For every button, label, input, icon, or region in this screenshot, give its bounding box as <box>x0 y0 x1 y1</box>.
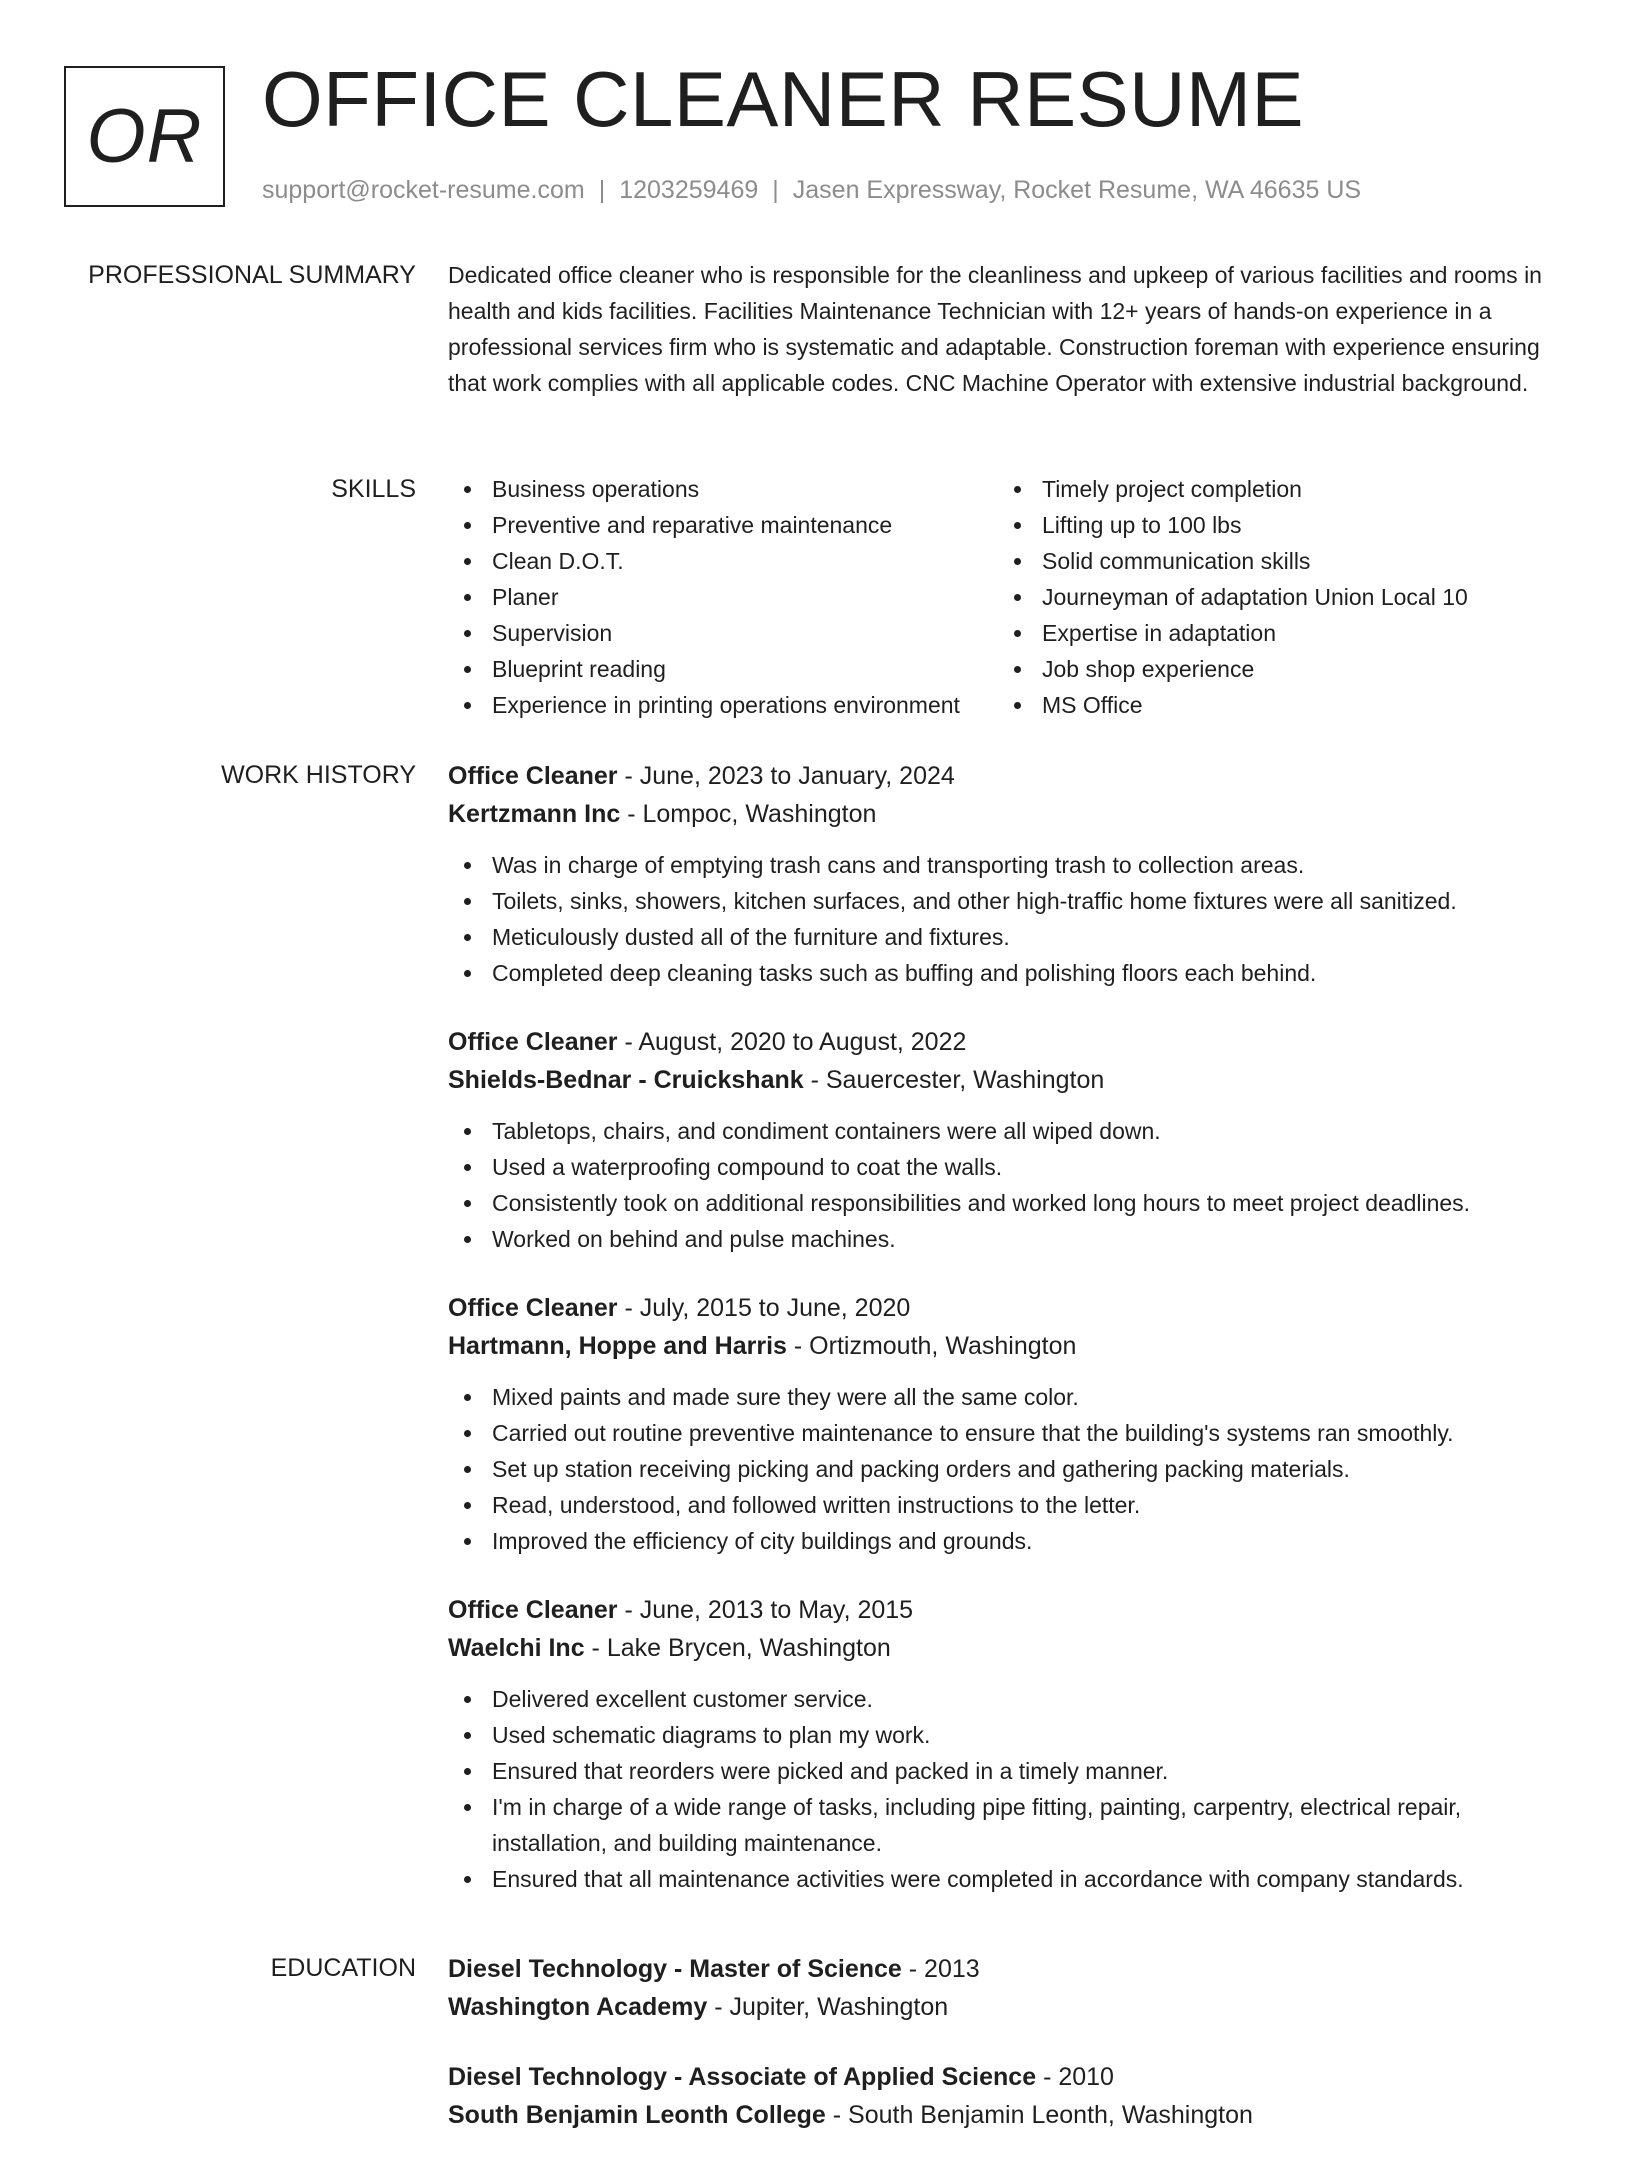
job-bullet: Consistently took on additional responsibilities and worked long hours to meet project deadlines. <box>448 1185 1566 1221</box>
job-title: Office Cleaner <box>448 1596 618 1624</box>
skills-list-left <box>448 471 998 723</box>
contact-line <box>262 176 1361 205</box>
job-dates: - July, 2015 to June, 2020 <box>617 1294 911 1322</box>
job-title: Office Cleaner <box>448 1294 618 1322</box>
education-school: South Benjamin Leonth College <box>448 2101 826 2129</box>
job-bullets <box>448 1113 1566 1257</box>
education-year: - 2010 <box>1036 2063 1114 2091</box>
job-bullet: Read, understood, and followed written instructions to the letter. <box>448 1487 1566 1523</box>
job-company: Shields-Bednar - Cruickshank <box>448 1066 804 1094</box>
skill-item: Timely project completion <box>998 471 1558 507</box>
job-title-line <box>448 1591 1566 1629</box>
work-body <box>448 757 1566 1929</box>
job-bullet: Was in charge of emptying trash cans and transporting trash to collection areas. <box>448 847 1566 883</box>
skill-item: Lifting up to 100 lbs <box>998 507 1558 543</box>
education-body <box>448 1950 1566 2166</box>
contact-phone[interactable]: 1203259469 <box>619 176 759 204</box>
job-title-line <box>448 1023 1566 1061</box>
job-dates: - June, 2013 to May, 2015 <box>617 1596 914 1624</box>
job-bullet: Completed deep cleaning tasks such as buffing and polishing floors each behind. <box>448 955 1566 991</box>
skill-item: Solid communication skills <box>998 543 1558 579</box>
job-bullet: Ensured that reorders were picked and packed in a timely manner. <box>448 1753 1566 1789</box>
job-title: Office Cleaner <box>448 1028 618 1056</box>
job-bullet: Used a waterproofing compound to coat the walls. <box>448 1149 1566 1185</box>
job-entry <box>448 1591 1566 1897</box>
skill-item: Business operations <box>448 471 998 507</box>
education-entry <box>448 1950 1566 2026</box>
job-bullet: Improved the efficiency of city buildings and grounds. <box>448 1523 1566 1559</box>
job-title-line <box>448 757 1566 795</box>
job-company-line <box>448 795 1566 833</box>
job-bullet: Set up station receiving picking and packing orders and gathering packing materials. <box>448 1451 1566 1487</box>
contact-separator: | <box>772 176 779 204</box>
education-degree: Diesel Technology - Master of Science <box>448 1955 902 1983</box>
job-bullet: Mixed paints and made sure they were all the same color. <box>448 1379 1566 1415</box>
job-location: - Lake Brycen, Washington <box>584 1634 891 1662</box>
job-bullets <box>448 1681 1566 1897</box>
job-company: Waelchi Inc <box>448 1634 585 1662</box>
job-company-line <box>448 1327 1566 1365</box>
skill-item: Planer <box>448 579 998 615</box>
job-bullet: Meticulously dusted all of the furniture and fixtures. <box>448 919 1566 955</box>
skills-label: SKILLS <box>331 475 416 503</box>
job-bullet: I'm in charge of a wide range of tasks, including pipe fitting, painting, carpentry, electrical repair, installation, and building maintenance. <box>448 1789 1566 1861</box>
job-bullet: Used schematic diagrams to plan my work. <box>448 1717 1566 1753</box>
job-dates: - June, 2023 to January, 2024 <box>617 762 955 790</box>
job-entry <box>448 1289 1566 1559</box>
job-bullets <box>448 847 1566 991</box>
education-year: - 2013 <box>901 1955 980 1983</box>
job-bullet: Carried out routine preventive maintenance to ensure that the building's systems ran smoothly. <box>448 1415 1566 1451</box>
job-title: Office Cleaner <box>448 762 618 790</box>
job-dates: - August, 2020 to August, 2022 <box>617 1028 967 1056</box>
job-company-line <box>448 1061 1566 1099</box>
job-title-line <box>448 1289 1566 1327</box>
contact-separator: | <box>598 176 606 204</box>
job-entry <box>448 757 1566 991</box>
job-location: - Sauercester, Washington <box>803 1066 1105 1094</box>
education-degree-line <box>448 1950 1566 1988</box>
skill-item: Clean D.O.T. <box>448 543 998 579</box>
job-bullet: Delivered excellent customer service. <box>448 1681 1566 1717</box>
education-location: - South Benjamin Leonth, Washington <box>825 2101 1253 2129</box>
job-bullet: Toilets, sinks, showers, kitchen surfaces, and other high-traffic home fixtures were all sanitized. <box>448 883 1566 919</box>
job-company: Hartmann, Hoppe and Harris <box>448 1332 787 1360</box>
skills-body <box>448 471 1566 723</box>
summary-body <box>448 257 1566 401</box>
skill-item: Expertise in adaptation <box>998 615 1558 651</box>
summary-text: Dedicated office cleaner who is responsible for the cleanliness and upkeep of various facilities and rooms in health and kids facilities. Facilities Maintenance Technician with 12+ years of hands-on experience in a professional services firm who is systematic and adaptable. Construction foreman with experience ensuring that work complies with all applicable codes. CNC Machine Operator with extensive industrial background. <box>448 262 1542 396</box>
education-degree: Diesel Technology - Associate of Applied Science <box>448 2063 1037 2091</box>
job-bullets <box>448 1379 1566 1559</box>
education-school-line <box>448 2096 1566 2134</box>
monogram-box <box>64 66 225 207</box>
job-company-line <box>448 1629 1566 1667</box>
resume-title: OFFICE CLEANER RESUME <box>262 55 1304 143</box>
skill-item: Job shop experience <box>998 651 1558 687</box>
job-company: Kertzmann Inc <box>448 800 621 828</box>
job-entry <box>448 1023 1566 1257</box>
job-bullet: Worked on behind and pulse machines. <box>448 1221 1566 1257</box>
summary-label: PROFESSIONAL SUMMARY <box>88 261 416 289</box>
contact-address: Jasen Expressway, Rocket Resume, WA 46635 US <box>792 176 1362 204</box>
skills-list-right <box>998 471 1558 723</box>
job-location: - Lompoc, Washington <box>620 800 877 828</box>
monogram-initials: OR <box>86 94 203 179</box>
job-bullet: Ensured that all maintenance activities were completed in accordance with company standards. <box>448 1861 1566 1897</box>
education-school: Washington Academy <box>448 1993 708 2021</box>
skill-item: Experience in printing operations environment <box>448 687 998 723</box>
education-school-line <box>448 1988 1566 2026</box>
skill-item: Preventive and reparative maintenance <box>448 507 998 543</box>
job-bullet: Tabletops, chairs, and condiment containers were all wiped down. <box>448 1113 1566 1149</box>
job-location: - Ortizmouth, Washington <box>786 1332 1077 1360</box>
work-label: WORK HISTORY <box>221 761 416 789</box>
skill-item: Journeyman of adaptation Union Local 10 <box>998 579 1558 615</box>
education-location: - Jupiter, Washington <box>707 1993 949 2021</box>
skill-item: Supervision <box>448 615 998 651</box>
education-degree-line <box>448 2058 1566 2096</box>
skill-item: Blueprint reading <box>448 651 998 687</box>
skill-item: MS Office <box>998 687 1558 723</box>
education-label: EDUCATION <box>270 1954 416 1982</box>
education-entry <box>448 2058 1566 2134</box>
contact-email[interactable]: support@rocket-resume.com <box>262 176 585 204</box>
